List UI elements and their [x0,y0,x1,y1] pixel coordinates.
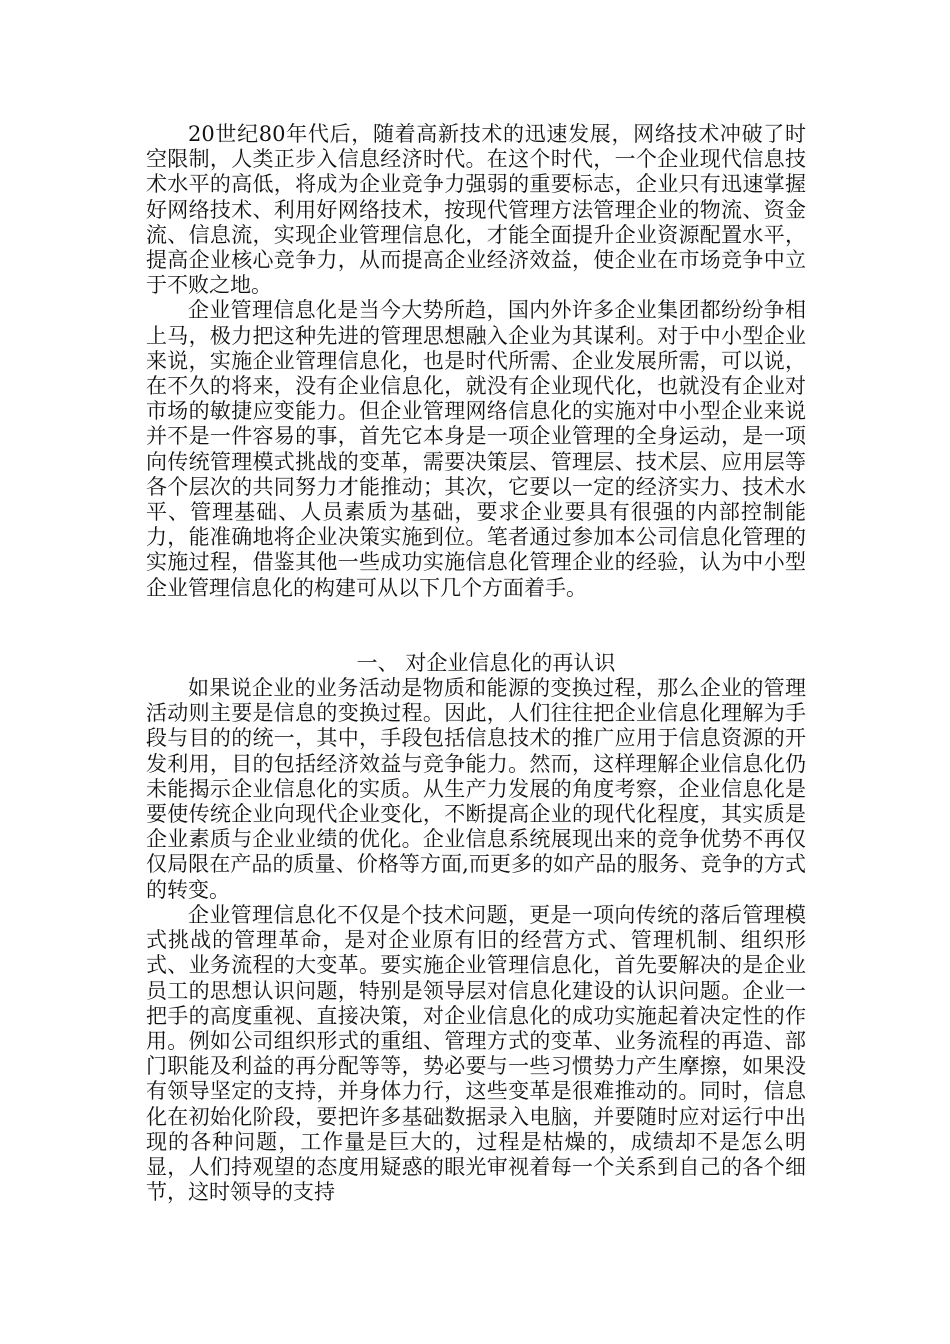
section-paragraph-2: 企业管理信息化不仅是个技术问题，更是一项向传统的落后管理模式挑战的管理革命，是对企业原有旧的经营方式、管理机制、组织形式、业务流程的大变革。要实施企业管理信息化，首先要解决的是企业员工的思想认识问题，特别是领导层对信息化建设的认识问题。企业一把手的高度重视、直接决策，对企业信息化的成功实施起着决定性的作用。例如公司组织形式的重组、管理方式的变革、业务流程的再造、部门职能及利益的再分配等等，势必要与一些习惯势力产生摩擦，如果没有领导坚定的支持，并身体力行，这些变革是很难推动的。同时，信息化在初始化阶段，要把许多基础数据录入电脑，并要随时应对运行中出现的各种问题，工作量是巨大的，过程是枯燥的，成绩却不是怎么明显，人们持观望的态度用疑惑的眼光审视着每一个关系到自己的各个细节，这时领导的支持 [146,902,806,1205]
section-paragraph-1: 如果说企业的业务活动是物质和能源的变换过程，那么企业的管理活动则主要是信息的变换过程。因此，人们往往把企业信息化理解为手段与目的的统一，其中，手段包括信息技术的推广应用于信息资源的开发利用，目的包括经济效益与竞争能力。然而，这样理解企业信息化仍未能揭示企业信息化的实质。从生产力发展的角度考察，企业信息化是要使传统企业向现代企业变化，不断提高企业的现代化程度，其实质是企业素质与企业业绩的优化。企业信息系统展现出来的竞争优势不再仅仅局限在产品的质量、价格等方面,而更多的如产品的服务、竞争的方式的转变。 [146,676,806,902]
section-spacer [146,601,806,651]
intro-paragraph-2: 企业管理信息化是当今大势所趋，国内外许多企业集团都纷纷争相上马，极力把这种先进的管理思想融入企业为其谋利。对于中小型企业来说，实施企业管理信息化，也是时代所需、企业发展所需，可以说，在不久的将来，没有企业信息化，就没有企业现代化，也就没有企业对市场的敏捷应变能力。但企业管理网络信息化的实施对中小型企业来说并不是一件容易的事，首先它本身是一项企业管理的全身运动，是一项向传统管理模式挑战的变革，需要决策层、管理层、技术层、应用层等各个层次的共同努力才能推动；其次，它要以一定的经济实力、技术水平、管理基础、人员素质为基础，要求企业要具有很强的内部控制能力，能准确地将企业决策实施到位。笔者通过参加本公司信息化管理的实施过程，借鉴其他一些成功实施信息化管理企业的经验，认为中小型企业管理信息化的构建可从以下几个方面着手。 [146,298,806,600]
intro-paragraph-1: 20世纪80年代后，随着高新技术的迅速发展，网络技术冲破了时空限制，人类正步入信息经济时代。在这个时代，一个企业现代信息技术水平的高低，将成为企业竞争力强弱的重要标志，企业只有迅速掌握好网络技术、利用好网络技术，按现代管理方法管理企业的物流、资金流、信息流，实现企业管理信息化，才能全面提升企业资源配置水平，提高企业核心竞争力，从而提高企业经济效益，使企业在市场竞争中立于不败之地。 [146,122,806,298]
section-heading: 一、 对企业信息化的再认识 [356,650,616,675]
document-page [146,122,806,1205]
